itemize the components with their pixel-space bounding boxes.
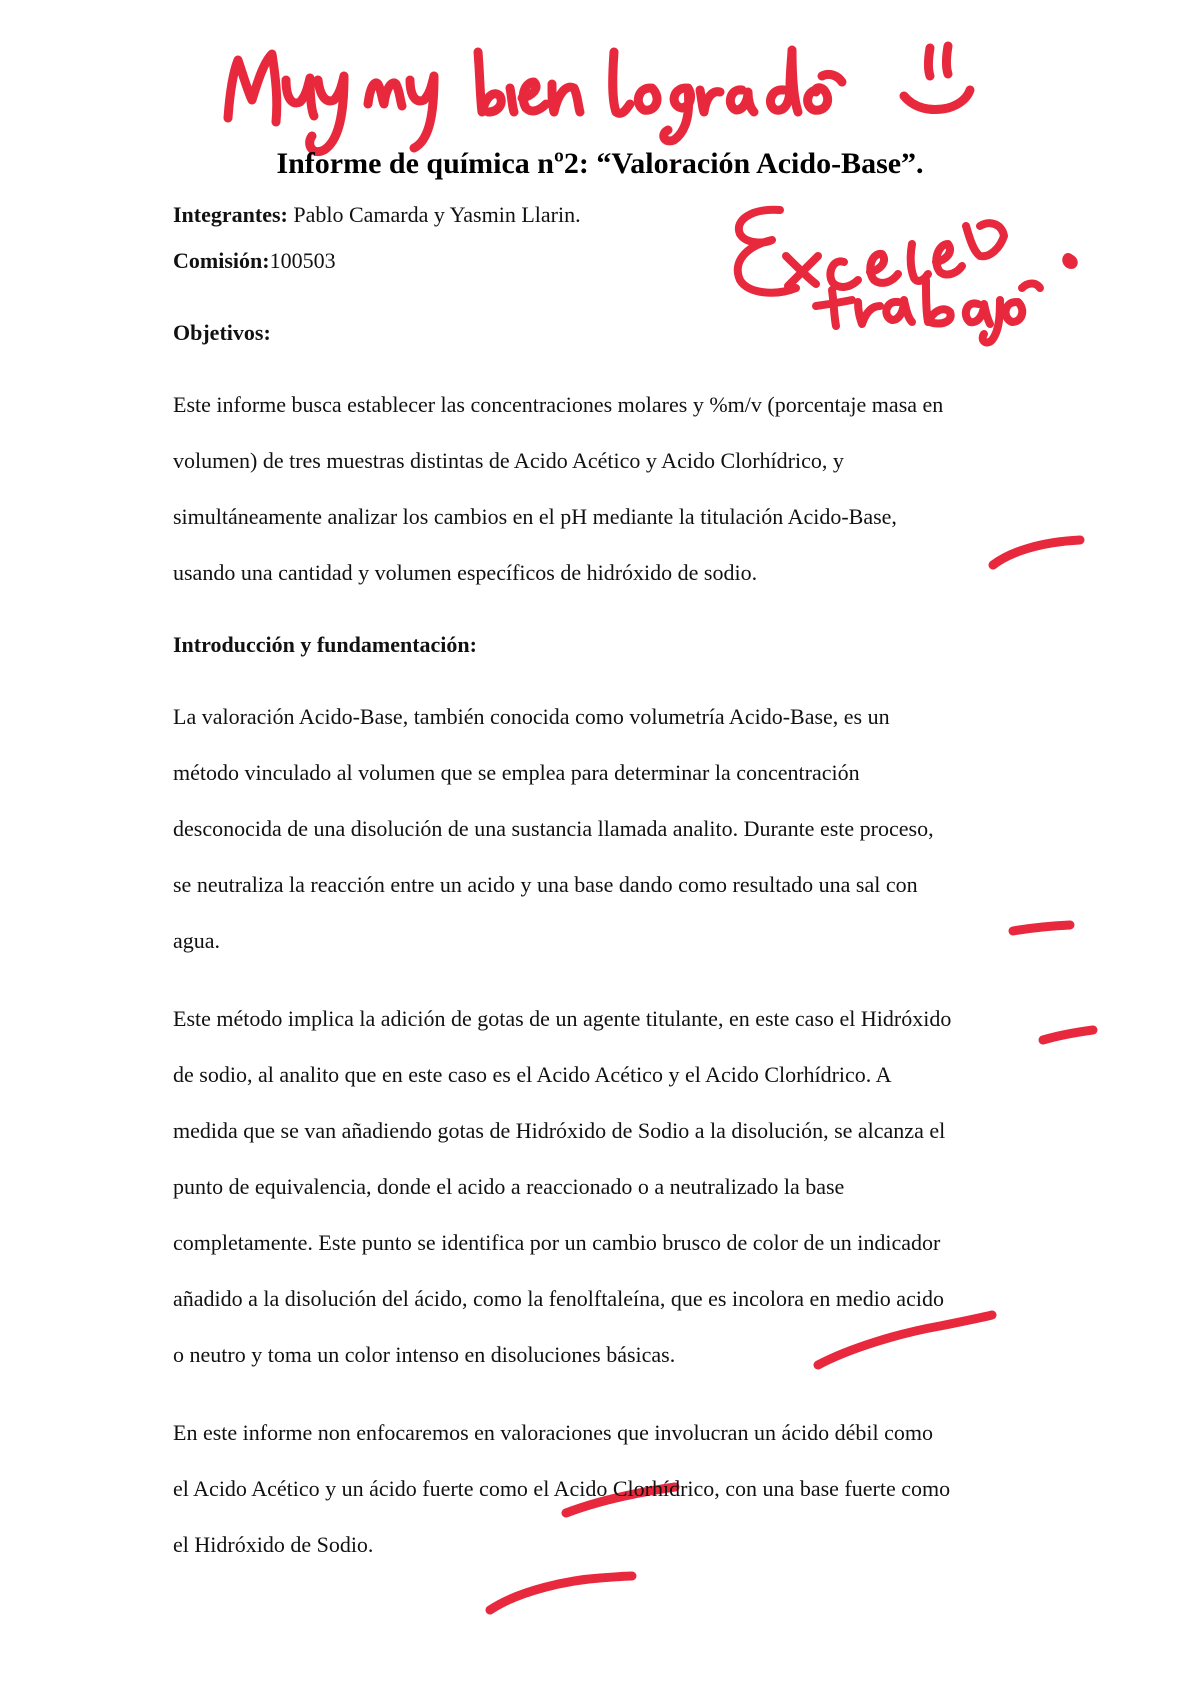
integrantes-label: Integrantes:	[173, 202, 288, 227]
paragraph-line: punto de equivalencia, donde el acido a reaccionado o a neutralizado la base	[173, 1174, 845, 1199]
comision-value: 100503	[269, 248, 336, 273]
paragraph-line: el Hidróxido de Sodio.	[173, 1532, 374, 1557]
paragraph-line: volumen) de tres muestras distintas de Acido Acético y Acido Clorhídrico, y	[173, 448, 844, 473]
paragraph-line: agua.	[173, 928, 221, 953]
paragraph-line: simultáneamente analizar los cambios en el pH mediante la titulación Acido-Base,	[173, 504, 897, 529]
handwritten-side-comment	[738, 210, 1073, 343]
paragraph-line: completamente. Este punto se identifica por un cambio brusco de color de un indicador	[173, 1230, 941, 1255]
paragraph-line: o neutro y toma un color intenso en disoluciones básicas.	[173, 1342, 676, 1367]
paragraph-line: se neutraliza la reacción entre un acido y una base dando como resultado una sal con	[173, 872, 918, 897]
paragraph-line: En este informe non enfocaremos en valoraciones que involucran un ácido débil como	[173, 1420, 933, 1445]
paragraph-line: de sodio, al analito que en este caso es el Acido Acético y el Acido Clorhídrico. A	[173, 1062, 892, 1087]
comision-line	[173, 248, 336, 274]
paragraph-line: añadido a la disolución del ácido, como la fenolftaleína, que es incolora en medio acido	[173, 1286, 944, 1311]
integrantes-line	[173, 202, 581, 228]
paragraph-line: medida que se van añadiendo gotas de Hidróxido de Sodio a la disolución, se alcanza el	[173, 1118, 946, 1143]
intro-paragraph-2	[173, 991, 1053, 1383]
check-mark-6	[490, 1576, 632, 1610]
intro-paragraph-1	[173, 689, 1053, 969]
comision-label: Comisión:	[173, 248, 270, 273]
intro-paragraph-3	[173, 1405, 1053, 1573]
objetivos-paragraph	[173, 377, 1053, 601]
intro-heading: Introducción y fundamentación:	[173, 632, 477, 657]
paragraph-line: Este método implica la adición de gotas de un agente titulante, en este caso el Hidróxido	[173, 1006, 952, 1031]
paragraph-line: Este informe busca establecer las concentraciones molares y %m/v (porcentaje masa en	[173, 392, 944, 417]
paragraph-line: La valoración Acido-Base, también conocida como volumetría Acido-Base, es un	[173, 704, 890, 729]
document-title: Informe de química nº2: “Valoración Acido-Base”.	[276, 147, 924, 180]
paragraph-line: desconocida de una disolución de una sustancia llamada analito. Durante este proceso,	[173, 816, 934, 841]
paragraph-line: usando una cantidad y volumen específicos de hidróxido de sodio.	[173, 560, 758, 585]
paragraph-line: el Acido Acético y un ácido fuerte como el Acido Clorhídrico, con una base fuerte como	[173, 1476, 951, 1501]
handwritten-top-comment	[228, 46, 970, 152]
objetivos-heading: Objetivos:	[173, 320, 271, 345]
paragraph-line: método vinculado al volumen que se emplea para determinar la concentración	[173, 760, 860, 785]
integrantes-value: Pablo Camarda y Yasmin Llarin.	[287, 202, 581, 227]
